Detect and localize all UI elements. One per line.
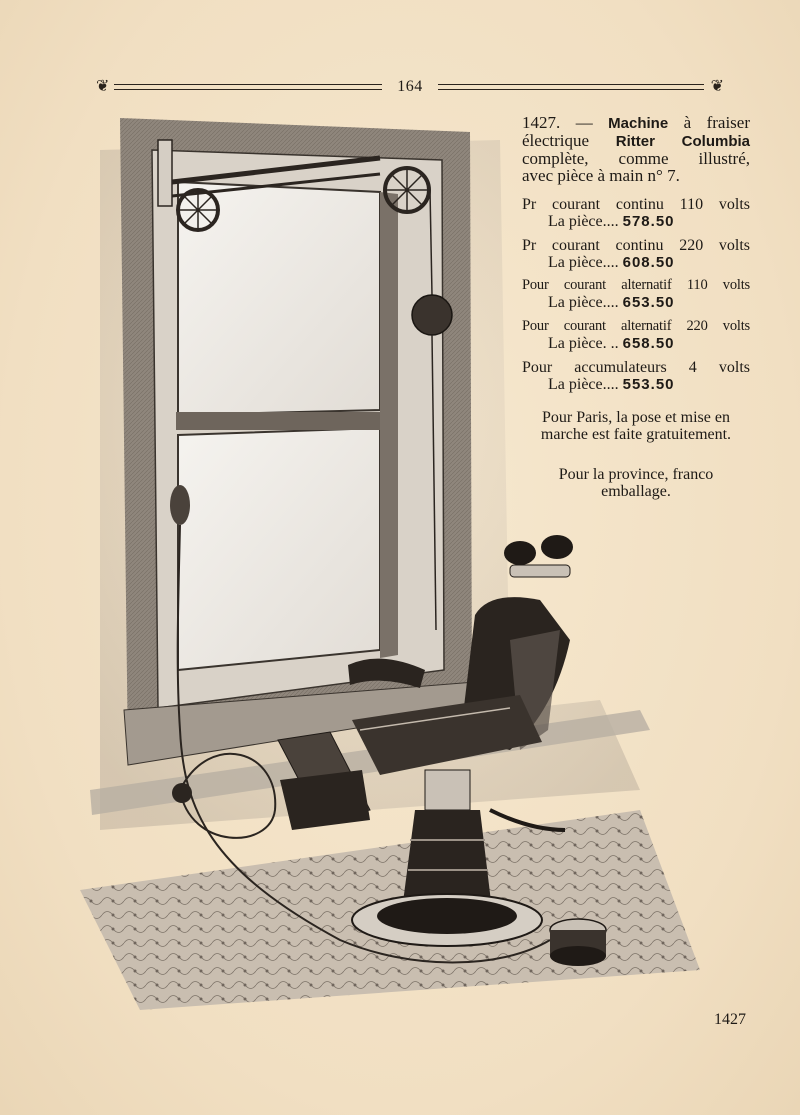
price-label: Pour courant alternatif 220 volts xyxy=(522,318,750,334)
product-title-line4: avec pièce à main n° 7. xyxy=(522,166,680,185)
window xyxy=(120,118,480,765)
price-amount: 553.50 xyxy=(622,376,675,393)
page-number: 164 xyxy=(397,78,423,95)
product-title-line3: complète, comme illustré, xyxy=(522,149,750,168)
price-label: Pour accumulateurs 4 volts xyxy=(522,359,750,376)
price-amount: 658.50 xyxy=(622,335,675,352)
piece-label: La pièce.... xyxy=(548,213,619,230)
counterweight-ball-icon xyxy=(412,295,452,335)
product-name-bold: Machine xyxy=(608,115,669,132)
header-rule-left xyxy=(114,84,382,90)
fleuron-right-icon: ❦ xyxy=(710,78,724,95)
piece-label: La pièce.... xyxy=(548,294,619,311)
price-amount: 578.50 xyxy=(622,213,675,230)
page-header xyxy=(96,78,724,100)
product-title-line2: électrique Ritter Columbia xyxy=(522,131,750,150)
catalog-number: 1427 xyxy=(714,1011,746,1028)
foot-switch-icon xyxy=(172,783,192,803)
product-title-line1: 1427. — Machine à fraiser xyxy=(522,113,750,132)
header-rule-right xyxy=(438,84,704,90)
price-amount: 653.50 xyxy=(622,294,675,311)
piece-label: La pièce. .. xyxy=(548,335,619,352)
note-paris: Pour Paris, la pose et mise en marche est faite gratuitement. xyxy=(540,409,732,443)
price-label: Pr courant continu 220 volts xyxy=(522,237,750,254)
price-label: Pr courant continu 110 volts xyxy=(522,196,750,213)
note-province: Pour la province, franco emballage. xyxy=(558,466,714,500)
price-label: Pour courant alternatif 110 volts xyxy=(522,277,750,293)
piece-label: La pièce.... xyxy=(548,254,619,271)
dental-chair-illustration xyxy=(80,110,720,1010)
piece-label: La pièce.... xyxy=(548,376,619,393)
product-brand-bold: Ritter Columbia xyxy=(615,133,750,150)
price-amount: 608.50 xyxy=(622,254,675,271)
fleuron-left-icon: ❦ xyxy=(96,78,110,95)
